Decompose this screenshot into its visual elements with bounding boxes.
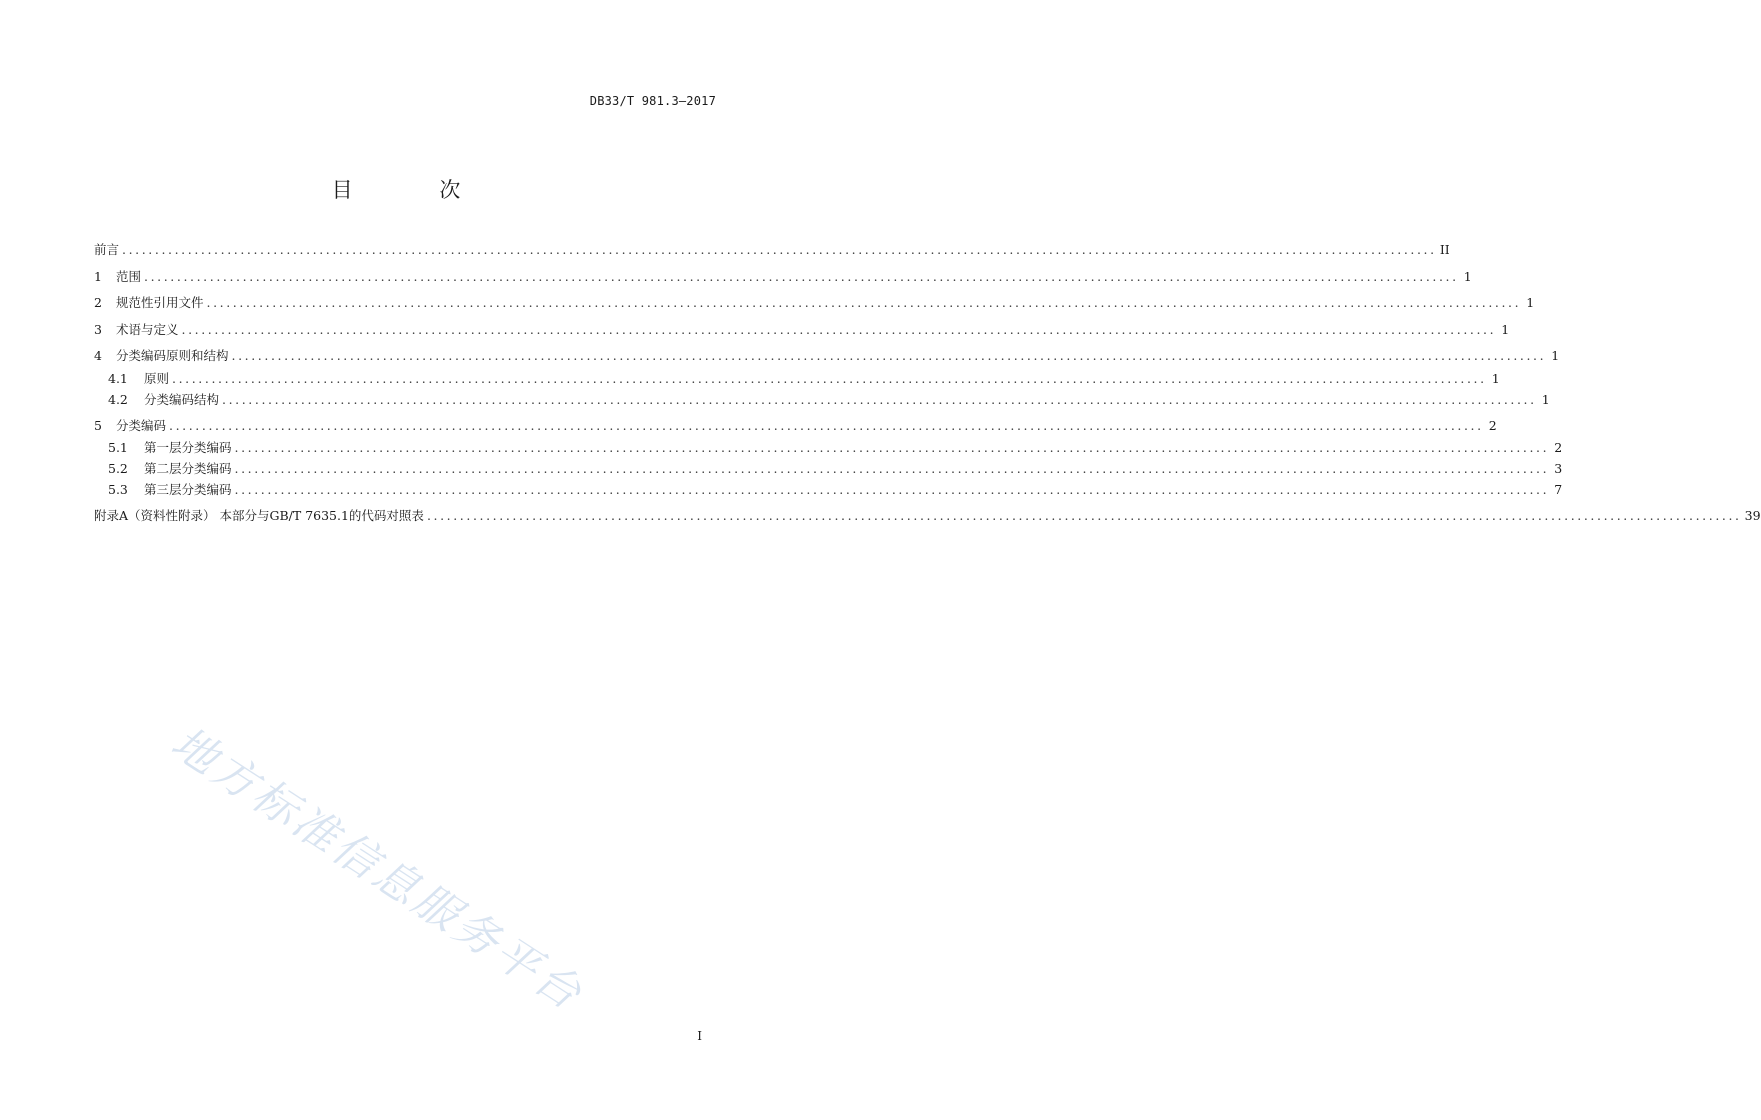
toc-leader: ........................................................................................................................................................................................................ bbox=[234, 440, 1550, 455]
toc-leader: ........................................................................................................................................................................................................ bbox=[169, 417, 1484, 433]
toc-entry-label: 分类编码结构 bbox=[144, 391, 220, 407]
document-code: DB33/T 981.3—2017 bbox=[589, 94, 716, 108]
toc-leader: ........................................................................................................................................................................................................ bbox=[234, 461, 1550, 476]
toc-entry-number: 4.1 bbox=[108, 370, 128, 386]
toc-entry-page: II bbox=[1439, 242, 1450, 257]
toc-entry-page: 7 bbox=[1554, 482, 1563, 497]
toc-entry-label: 第一层分类编码 bbox=[144, 440, 232, 455]
toc-leader: ........................................................................................................................................................................................................ bbox=[231, 348, 1547, 363]
toc-leader: ........................................................................................................................................................................................................ bbox=[206, 295, 1522, 310]
toc-leader: ........................................................................................................................................................................................................ bbox=[144, 268, 1459, 284]
toc-entry-label: 附录A（资料性附录） 本部分与GB/T 7635.1的代码对照表 bbox=[94, 508, 424, 523]
toc-entry-number: 5.2 bbox=[108, 461, 128, 476]
toc-entry-page: 1 bbox=[1501, 321, 1510, 337]
toc-entry-number: 5.1 bbox=[108, 440, 128, 455]
toc-entry-page: 1 bbox=[1526, 295, 1535, 310]
toc-entry-page: 1 bbox=[1491, 370, 1500, 386]
page-number: I bbox=[697, 1029, 702, 1043]
toc-entry-1[interactable] bbox=[94, 267, 1472, 294]
toc-entry-appendix-a[interactable] bbox=[94, 506, 1761, 533]
toc-entry-2[interactable] bbox=[94, 293, 1535, 320]
toc-entry-4-2[interactable] bbox=[94, 390, 1550, 411]
table-of-contents bbox=[94, 240, 1761, 533]
toc-entry-page: 2 bbox=[1554, 440, 1563, 455]
toc-entry-label: 规范性引用文件 bbox=[116, 295, 204, 310]
toc-entry-number: 1 bbox=[94, 268, 102, 284]
page-title: 目 次 bbox=[331, 178, 501, 202]
toc-entry-page: 39 bbox=[1744, 508, 1761, 523]
toc-entry-label: 第三层分类编码 bbox=[144, 482, 232, 497]
toc-entry-foreword[interactable] bbox=[94, 240, 1450, 267]
toc-entry-5-2[interactable] bbox=[94, 459, 1563, 480]
toc-entry-page: 2 bbox=[1488, 417, 1497, 433]
toc-entry-label: 第二层分类编码 bbox=[144, 461, 232, 476]
toc-entry-number: 5.3 bbox=[108, 482, 128, 497]
toc-entry-number: 5 bbox=[94, 417, 102, 433]
toc-entry-label: 分类编码 bbox=[116, 417, 167, 433]
toc-leader: ........................................................................................................................................................................................................ bbox=[222, 391, 1537, 407]
toc-entry-label: 范围 bbox=[116, 268, 142, 284]
toc-leader: ........................................................................................................................................................................................................ bbox=[426, 508, 1742, 523]
watermark: 地方标准信息服务平台 bbox=[162, 717, 593, 1022]
toc-entry-label: 原则 bbox=[144, 370, 170, 386]
toc-entry-page: 1 bbox=[1541, 391, 1550, 407]
toc-entry-3[interactable] bbox=[94, 320, 1510, 347]
toc-leader: ........................................................................................................................................................................................................ bbox=[234, 482, 1550, 497]
toc-entry-5-3[interactable] bbox=[94, 480, 1563, 501]
toc-entry-page: 1 bbox=[1551, 348, 1560, 363]
toc-leader: ........................................................................................................................................................................................................ bbox=[122, 242, 1437, 257]
toc-entry-5-1[interactable] bbox=[94, 438, 1563, 459]
toc-leader: ........................................................................................................................................................................................................ bbox=[172, 370, 1487, 386]
toc-entry-label: 前言 bbox=[94, 242, 120, 257]
toc-leader: ........................................................................................................................................................................................................ bbox=[181, 321, 1497, 337]
toc-entry-number: 3 bbox=[94, 321, 102, 337]
toc-entry-label: 分类编码原则和结构 bbox=[116, 348, 229, 363]
toc-entry-page: 1 bbox=[1463, 268, 1472, 284]
toc-entry-page: 3 bbox=[1554, 461, 1563, 476]
toc-entry-number: 4.2 bbox=[108, 391, 128, 407]
toc-entry-number: 2 bbox=[94, 295, 102, 310]
toc-entry-number: 4 bbox=[94, 348, 102, 363]
toc-entry-4-1[interactable] bbox=[94, 369, 1500, 390]
toc-entry-label: 术语与定义 bbox=[116, 321, 179, 337]
